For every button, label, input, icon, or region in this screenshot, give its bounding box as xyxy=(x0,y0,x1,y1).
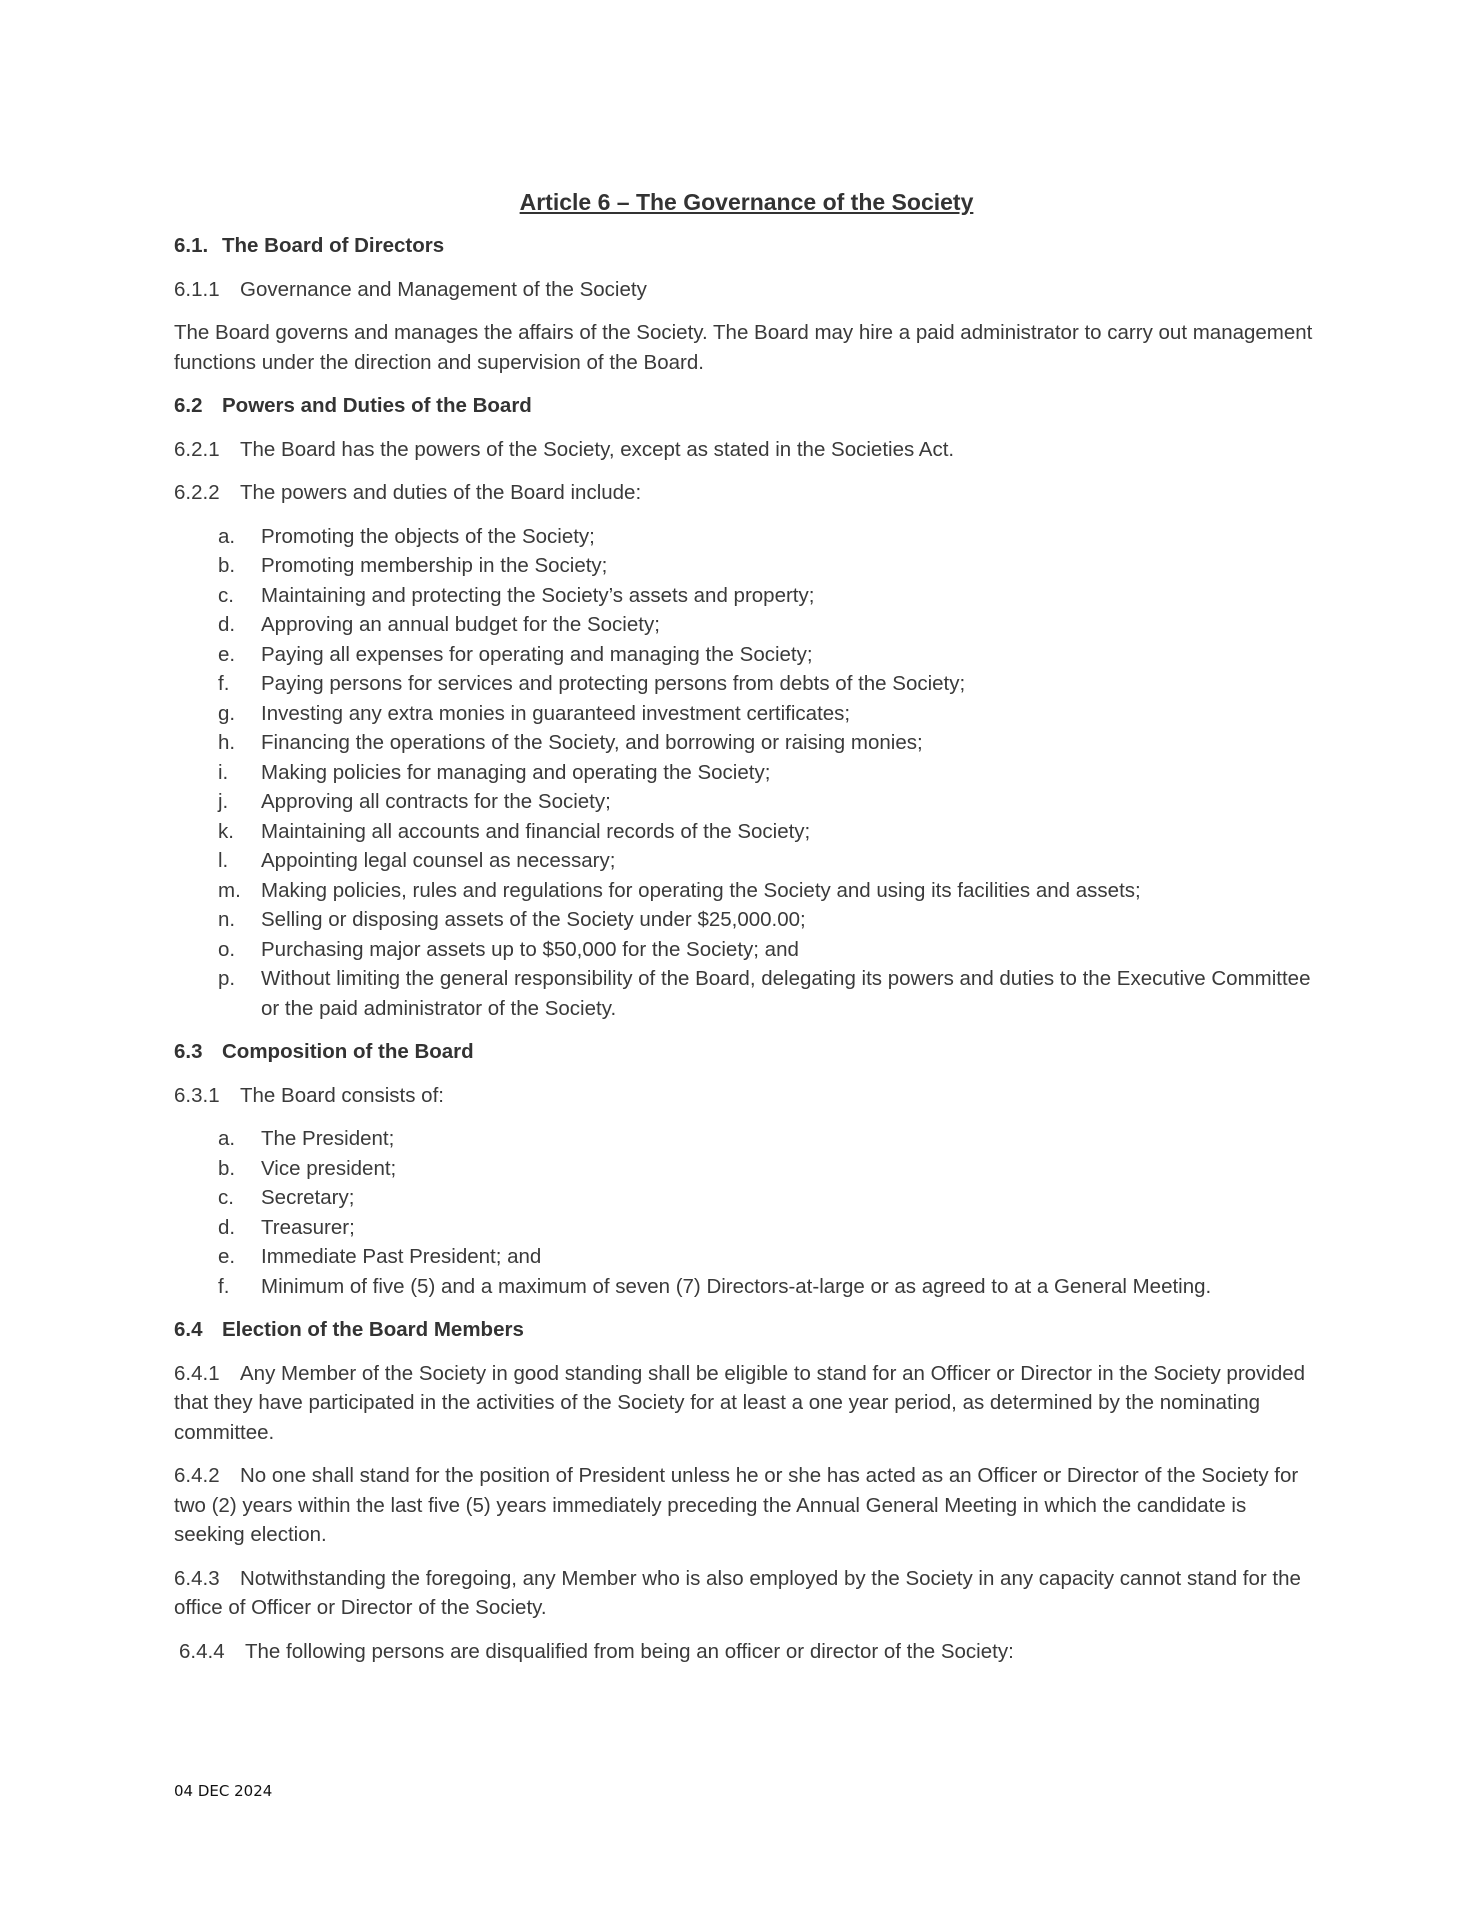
list-marker: p. xyxy=(218,967,236,990)
list-item xyxy=(174,610,1319,640)
clause-6-4-2 xyxy=(174,1461,1319,1550)
list-marker: b. xyxy=(218,554,236,577)
clause-6-3-1 xyxy=(174,1081,1319,1111)
list-item-text: Financing the operations of the Society, and borrowing or raising monies; xyxy=(261,731,923,754)
list-marker: k. xyxy=(218,819,234,843)
list-item-text: Approving an annual budget for the Society; xyxy=(261,613,660,636)
list-item-text: Investing any extra monies in guaranteed investment certificates; xyxy=(261,701,851,725)
list-marker: c. xyxy=(218,1186,234,1209)
section-number: 6.1. xyxy=(174,234,209,257)
list-marker: b. xyxy=(218,1156,236,1180)
section-heading-6-3 xyxy=(174,1037,1319,1067)
list-item-text: The President; xyxy=(261,1127,395,1150)
list-item xyxy=(174,728,1319,758)
list-item xyxy=(174,1272,1319,1302)
list-item xyxy=(174,522,1319,552)
list-item-text: Without limiting the general responsibility of the Board, delegating its powers and duties to the Executive Committee or the paid administrator of the Society. xyxy=(261,967,1311,1020)
list-item xyxy=(174,846,1319,876)
clause-text: The powers and duties of the Board include: xyxy=(240,481,642,504)
section-heading-6-1 xyxy=(174,231,1319,261)
list-marker: f. xyxy=(218,672,230,695)
document-page xyxy=(174,186,1319,1680)
list-item xyxy=(174,935,1319,965)
section-title: Powers and Duties of the Board xyxy=(222,394,532,417)
clause-text: Any Member of the Society in good standing shall be eligible to stand for an Officer or Director in the Society provided that they have participated in the activities of the Society for at least a one year period, as determined by the nominating committee. xyxy=(174,1361,1306,1444)
list-item-text: Maintaining and protecting the Society’s assets and property; xyxy=(261,583,815,607)
list-item-text: Secretary; xyxy=(261,1186,355,1209)
section-number: 6.4 xyxy=(174,1318,203,1341)
list-marker: j. xyxy=(218,790,229,813)
list-marker: c. xyxy=(218,583,234,607)
list-marker: a. xyxy=(218,524,236,548)
list-item-text: Vice president; xyxy=(261,1156,397,1180)
list-item-text: Making policies, rules and regulations for operating the Society and using its facilities and assets; xyxy=(261,878,1141,902)
list-marker: g. xyxy=(218,701,236,725)
list-item xyxy=(174,669,1319,699)
list-item-text: Immediate Past President; and xyxy=(261,1245,542,1268)
section-title: Election of the Board Members xyxy=(222,1318,524,1341)
clause-number: 6.4.4 xyxy=(179,1639,225,1663)
clause-number: 6.4.3 xyxy=(174,1566,220,1590)
composition-list xyxy=(174,1124,1319,1301)
list-marker: e. xyxy=(218,1245,236,1268)
list-item xyxy=(174,1183,1319,1213)
powers-list xyxy=(174,522,1319,1024)
list-item xyxy=(174,876,1319,906)
clause-6-2-1 xyxy=(174,435,1319,465)
clause-6-4-3 xyxy=(174,1564,1319,1623)
clause-number: 6.1.1 xyxy=(174,277,220,301)
clause-number: 6.4.2 xyxy=(174,1464,220,1487)
list-item xyxy=(174,1154,1319,1184)
clause-number: 6.2.1 xyxy=(174,437,220,461)
clause-6-4-1 xyxy=(174,1359,1319,1448)
list-item-text: Purchasing major assets up to $50,000 for the Society; and xyxy=(261,937,799,961)
clause-text: The Board consists of: xyxy=(240,1083,444,1107)
list-item-text: Promoting membership in the Society; xyxy=(261,554,608,577)
list-marker: h. xyxy=(218,731,236,754)
section-title: Composition of the Board xyxy=(222,1040,474,1063)
list-item-text: Appointing legal counsel as necessary; xyxy=(261,849,616,872)
clause-number: 6.3.1 xyxy=(174,1083,220,1107)
list-item xyxy=(174,1124,1319,1154)
list-item xyxy=(174,758,1319,788)
section-number: 6.3 xyxy=(174,1040,203,1063)
list-item-text: Approving all contracts for the Society; xyxy=(261,790,611,813)
section-number: 6.2 xyxy=(174,394,203,417)
list-marker: m. xyxy=(218,878,241,902)
list-marker: e. xyxy=(218,642,236,666)
article-title: Article 6 – The Governance of the Society xyxy=(519,189,974,215)
clause-text: Governance and Management of the Society xyxy=(240,277,647,301)
clause-number: 6.4.1 xyxy=(174,1361,220,1385)
list-marker: i. xyxy=(218,760,229,784)
clause-text: No one shall stand for the position of President unless he or she has acted as an Officer or Director of the Society for two (2) years within the last five (5) years immediately preceding the Annual General Meeting in which the candidate is seeking election. xyxy=(174,1464,1299,1546)
list-marker: f. xyxy=(218,1274,230,1298)
section-heading-6-4 xyxy=(174,1315,1319,1345)
clause-number: 6.2.2 xyxy=(174,481,220,504)
list-marker: d. xyxy=(218,1215,236,1239)
list-item xyxy=(174,964,1319,1023)
list-item-text: Treasurer; xyxy=(261,1215,355,1239)
list-marker: n. xyxy=(218,908,236,931)
list-item-text: Paying persons for services and protecting persons from debts of the Society; xyxy=(261,672,966,695)
section-title: The Board of Directors xyxy=(222,234,445,257)
clause-6-4-4 xyxy=(174,1637,1319,1667)
list-marker: o. xyxy=(218,937,236,961)
clause-text: The Board has the powers of the Society, except as stated in the Societies Act. xyxy=(240,437,955,461)
list-marker: d. xyxy=(218,613,236,636)
footer-date: 04 DEC 2024 xyxy=(174,1782,273,1800)
list-item xyxy=(174,817,1319,847)
list-item xyxy=(174,787,1319,817)
list-item xyxy=(174,581,1319,611)
list-item-text: Minimum of five (5) and a maximum of seven (7) Directors-at-large or as agreed to at a General Meeting. xyxy=(261,1274,1212,1298)
list-marker: l. xyxy=(218,849,229,872)
list-item-text: Making policies for managing and operating the Society; xyxy=(261,760,771,784)
list-item xyxy=(174,640,1319,670)
paragraph-governance: The Board governs and manages the affairs of the Society. The Board may hire a paid administrator to carry out management functions under the direction and supervision of the Board. xyxy=(174,321,1313,374)
clause-6-1-1 xyxy=(174,275,1319,305)
list-item xyxy=(174,1242,1319,1272)
clause-text: Notwithstanding the foregoing, any Member who is also employed by the Society in any capacity cannot stand for the office of Officer or Director of the Society. xyxy=(174,1566,1301,1619)
list-item-text: Paying all expenses for operating and managing the Society; xyxy=(261,642,813,666)
list-item-text: Promoting the objects of the Society; xyxy=(261,524,595,548)
list-item xyxy=(174,551,1319,581)
list-item-text: Maintaining all accounts and financial records of the Society; xyxy=(261,819,811,843)
section-heading-6-2 xyxy=(174,391,1319,421)
clause-text: The following persons are disqualified from being an officer or director of the Society: xyxy=(245,1639,1014,1663)
list-marker: a. xyxy=(218,1127,236,1150)
clause-6-2-2 xyxy=(174,478,1319,508)
list-item-text: Selling or disposing assets of the Society under $25,000.00; xyxy=(261,908,806,931)
list-item xyxy=(174,905,1319,935)
list-item xyxy=(174,699,1319,729)
list-item xyxy=(174,1213,1319,1243)
